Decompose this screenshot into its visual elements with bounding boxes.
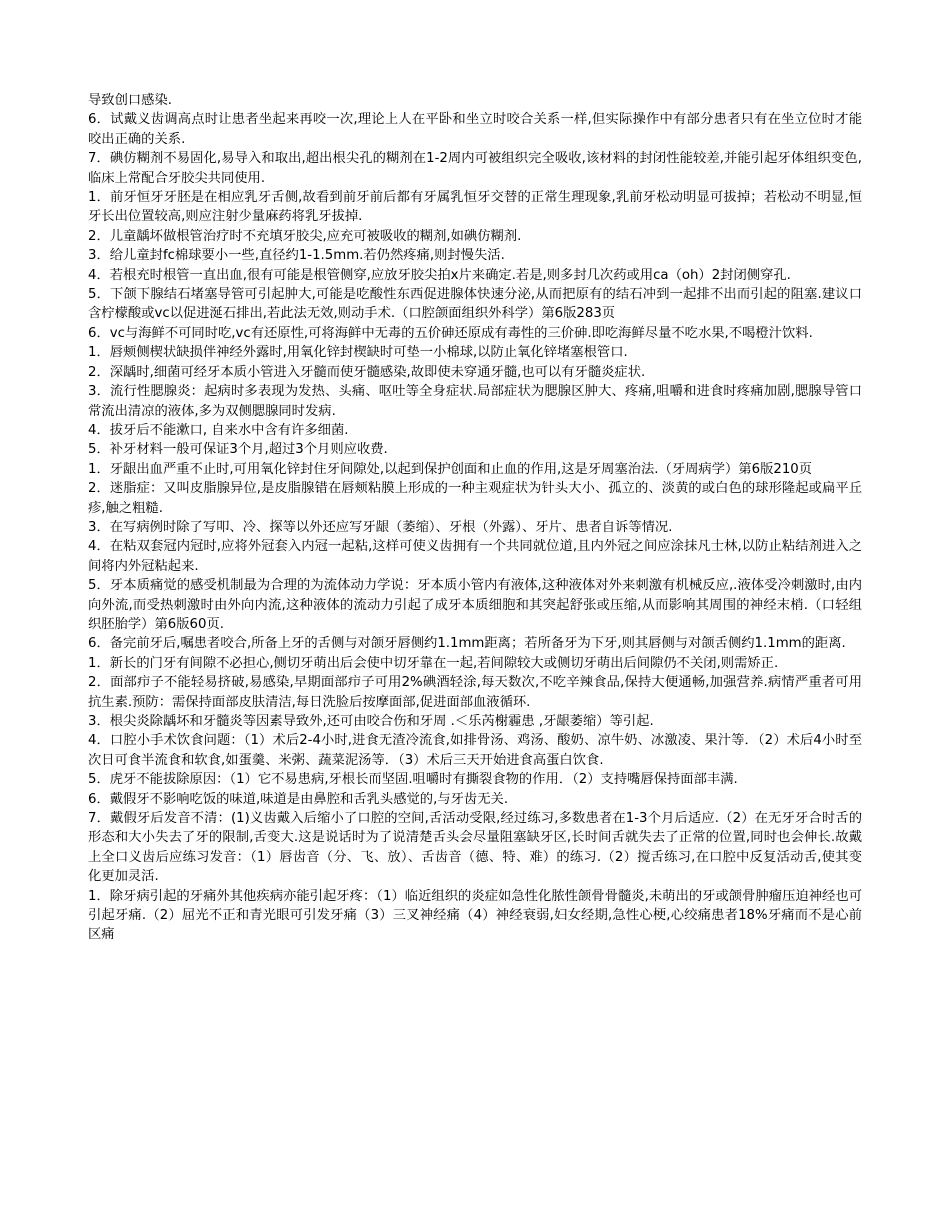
paragraph: 6．vc与海鲜不可同时吃,vc有还原性,可将海鲜中无毒的五价砷还原成有毒性的三价砷.即吃海鲜尽量不吃水果,不喝橙汁饮料. [88,325,813,341]
paragraph: 6．戴假牙不影响吃饭的味道,味道是由鼻腔和舌乳头感觉的,与牙齿无关. [88,791,509,807]
paragraph: 1．前牙恒牙牙胚是在相应乳牙舌侧,故看到前牙前后都有牙属乳恒牙交替的正常生理现象,乳前牙松动明显可拔掉；若松动不明显,恒牙长出位置较高,则应注射少量麻药将乳牙拔掉. [88,190,862,225]
paragraph: 6．备完前牙后,嘱患者咬合,所备上牙的舌侧与对颌牙唇侧约1.1mm距离；若所备牙为下牙,则其唇侧与对颌舌侧约1.1mm的距离. [88,636,846,652]
paragraph: 4．口腔小手术饮食问题：（1）术后2-4小时,进食无渣冷流食,如排骨汤、鸡汤、酸奶、凉牛奶、冰激凌、果汁等．（2）术后4小时至次日可食半流食和软食,如蛋羹、米粥、蔬菜泥汤等．（3）术后三天开始进食高蛋白饮食. [88,733,862,768]
paragraph: 1．牙龈出血严重不止时,可用氧化锌封住牙间隙处,以起到保护创面和止血的作用,这是牙周塞治法.（牙周病学）第6版210页 [88,461,813,477]
paragraph: 2．迷脂症：又叫皮脂腺异位,是皮脂腺错在唇颊粘膜上形成的一种主观症状为针头大小、孤立的、淡黄的或白色的球形隆起或扁平丘疹,触之粗糙. [88,481,862,516]
document-body [88,91,862,945]
paragraph: 2．儿童龋坏做根管治疗时不充填牙胶尖,应充可被吸收的糊剂,如碘仿糊剂. [88,228,522,244]
paragraph: 7．碘仿糊剂不易固化,易导入和取出,超出根尖孔的糊剂在1-2周内可被组织完全吸收,该材料的封闭性能较差,并能引起牙体组织变色,临床上常配合牙胶尖共同使用. [88,151,862,186]
paragraph: 导致创口感染. [88,93,173,108]
paragraph: 4．拔牙后不能漱口, 自来水中含有许多细菌. [88,422,349,438]
paragraph: 5．虎牙不能拔除原因：（1）它不易患病,牙根长而坚固.咀嚼时有撕裂食物的作用．（2）支持嘴唇保持面部丰满. [88,772,738,788]
paragraph: 5．下颌下腺结石堵塞导管可引起肿大,可能是吃酸性东西促进腺体快速分泌,从而把原有的结石冲到一起排不出而引起的阻塞.建议口含柠檬酸或vc以促进涎石排出,若此法无效,则动手术.（口腔颌面组织外科学）第6版283页 [88,287,862,322]
paragraph: 5．补牙材料一般可保证3个月,超过3个月则应收费. [88,442,388,458]
paragraph: 1．唇颊侧楔状缺损伴神经外露时,用氧化锌封楔缺时可垫一小棉球,以防止氧化锌堵塞根管口. [88,345,628,361]
paragraph: 5．牙本质痛觉的感受机制最为合理的为流体动力学说：牙本质小管内有液体,这种液体对外来刺激有机械反应,.液体受冷刺激时,由内向外流,而受热刺激时由外向内流,这种液体的流动力引起了成牙本质细胞和其突起舒张或压缩,从而影响其周围的神经末梢.（口轻组织胚胎学）第6版60页. [88,578,862,632]
paragraph: 7．戴假牙后发音不清：(1)义齿戴入后缩小了口腔的空间,舌活动受限,经过练习,多数患者在1-3个月后适应.（2）在无牙牙合时舌的形态和大小失去了牙的限制,舌变大.这是说话时为了说清楚舌头会尽量阻塞缺牙区,长时间舌就失去了正常的位置,同时也会伸长.故戴上全口义齿后应练习发音：（1）唇齿音（分、飞、放）、舌齿音（德、特、难）的练习.（2）搅舌练习,在口腔中反复活动舌,使其变化更加灵活. [88,811,862,885]
paragraph: 3．在写病例时除了写叩、冷、探等以外还应写牙龈（萎缩）、牙根（外露）、牙片、患者自诉等情况. [88,519,673,535]
paragraph: 1．除牙病引起的牙痛外其他疾病亦能引起牙疼：（1）临近组织的炎症如急性化脓性颌骨骨髓炎,未萌出的牙或颌骨肿瘤压迫神经也可引起牙痛.（2）屈光不正和青光眼可引发牙痛（3）三叉神经痛（4）神经衰弱,妇女经期,急性心梗,心绞痛患者18%牙痛而不是心前区痛 [88,888,862,943]
paragraph: 4．若根充时根管一直出血,很有可能是根管侧穿,应放牙胶尖拍x片来确定.若是,则多封几次药或用ca（oh）2封闭侧穿孔. [88,267,791,283]
paragraph: 6．试戴义齿调高点时让患者坐起来再咬一次,理论上人在平卧和坐立时咬合关系一样,但实际操作中有部分患者只有在坐立位时才能咬出正确的关系. [88,112,862,147]
paragraph: 4．在粘双套冠内冠时,应将外冠套入内冠一起粘,这样可使义齿拥有一个共同就位道,且内外冠之间应涂抹凡士林,以防止粘结剂进入之间将内外冠粘起来. [88,539,862,574]
paragraph: 3．根尖炎除龋坏和牙髓炎等因素导致外,还可由咬合伤和牙周 .＜乐芮榭霾患 ,牙龈萎缩）等引起. [88,714,654,729]
paragraph: 3．流行性腮腺炎：起病时多表现为发热、头痛、呕吐等全身症状.局部症状为腮腺区肿大、疼痛,咀嚼和进食时疼痛加剧,腮腺导管口常流出清凉的液体,多为双侧腮腺同时发病. [88,384,862,419]
paragraph: 3．给儿童封fc棉球要小一些,直径约1-1.5mm.若仍然疼痛,则封慢失活. [88,248,505,264]
paragraph: 2．深龋时,细菌可经牙本质小管进入牙髓而使牙髓感染,故即使未穿通牙髓,也可以有牙髓炎症状. [88,364,646,380]
paragraph: 2．面部疖子不能轻易挤破,易感染,早期面部疖子可用2%碘酒轻涂,每天数次,不吃辛辣食品,保持大便通畅,加强营养.病情严重者可用抗生素.预防：需保持面部皮肤清洁,每日洗脸后按摩面部,促进面部血液循环. [88,675,862,710]
paragraph: 1．新长的门牙有间隙不必担心,侧切牙萌出后会使中切牙靠在一起,若间隙较大或侧切牙萌出后间隙仍不关闭,则需矫正. [88,655,779,671]
